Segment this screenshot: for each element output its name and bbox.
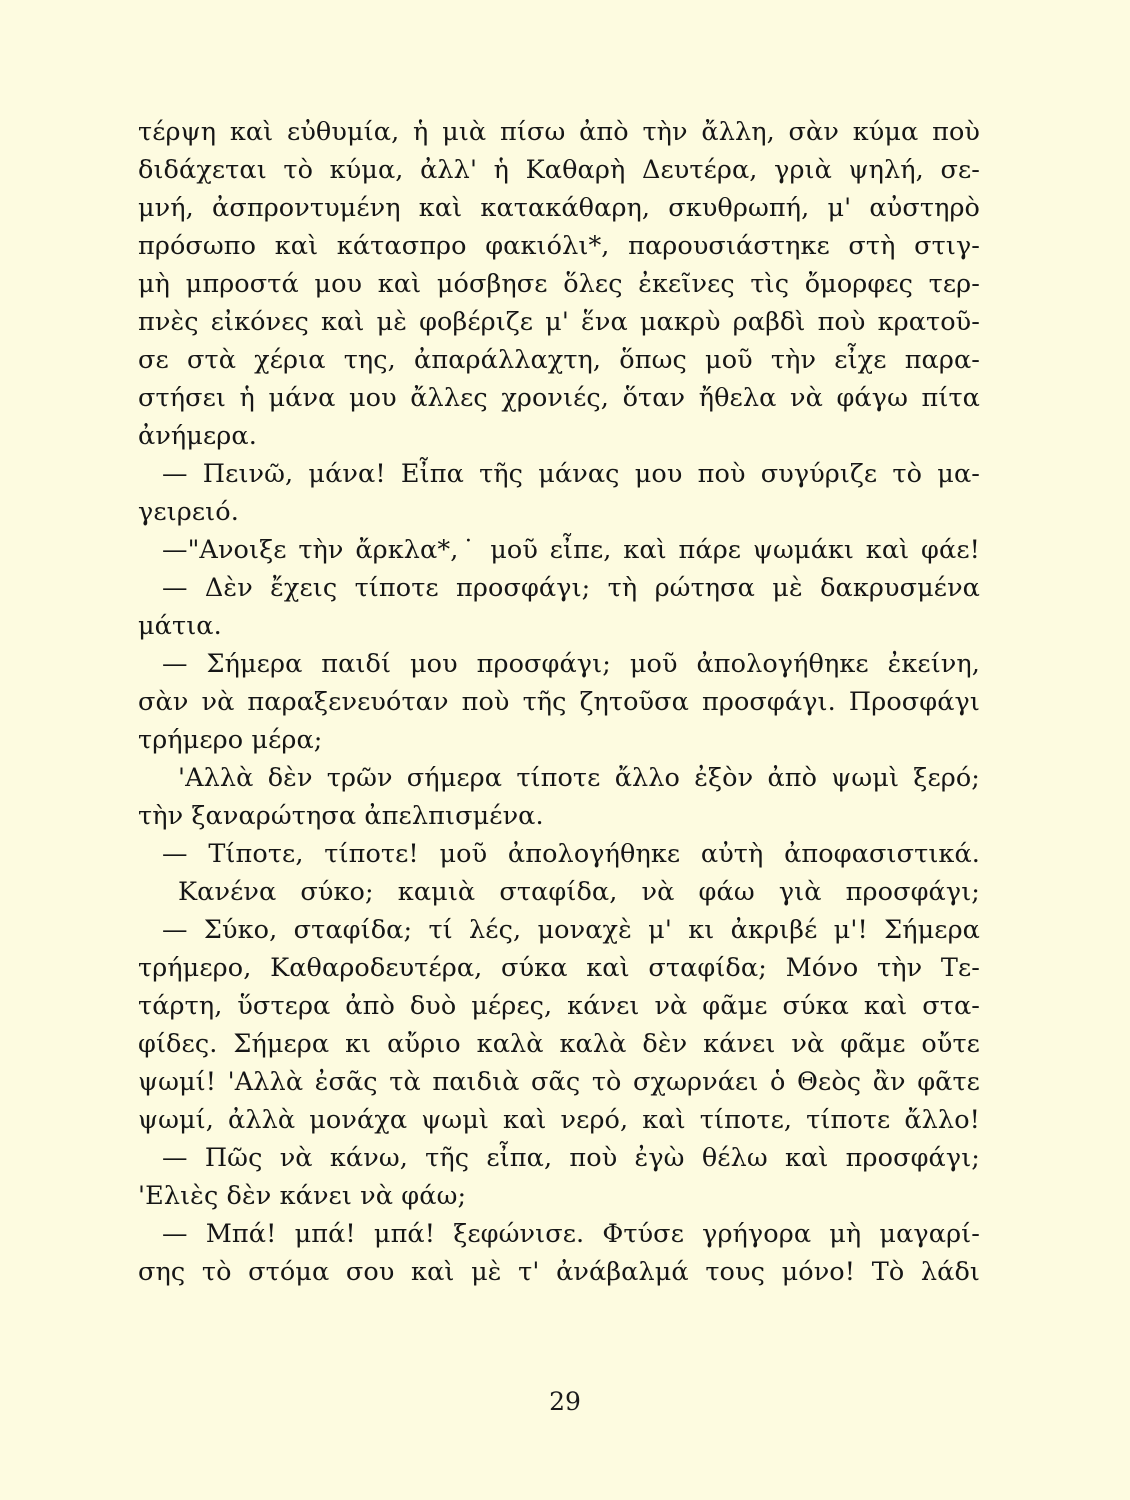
text-line: πρόσωπο καὶ κάτασπρο φακιόλι*, παρουσιάστηκε στὴ στιγ-: [138, 231, 980, 261]
text-line: 'Ελιὲς δὲν κάνει νὰ φάω;: [138, 1181, 467, 1211]
text-line: στήσει ἡ μάνα μου ἄλλες χρονιές, ὅταν ἤθελα νὰ φάγω πίτα: [138, 383, 980, 413]
text-line: γειρειό.: [138, 497, 239, 527]
text-line: φίδες. Σήμερα κι αὔριο καλὰ καλὰ δὲν κάνει νὰ φᾶμε οὔτε: [138, 1029, 980, 1059]
text-line: τὴν ξαναρώτησα ἀπελπισμένα.: [138, 801, 544, 831]
text-line: ψωμί, ἀλλὰ μονάχα ψωμὶ καὶ νερό, καὶ τίποτε, τίποτε ἄλλο!: [138, 1105, 980, 1135]
text-line: διδάχεται τὸ κύμα, ἀλλ' ἡ Καθαρὴ Δευτέρα, γριὰ ψηλή, σε-: [138, 155, 980, 185]
text-line: σης τὸ στόμα σου καὶ μὲ τ' ἀνάβαλμά τους μόνο! Τὸ λάδι: [138, 1257, 980, 1287]
text-line: τρήμερο, Καθαροδευτέρα, σύκα καὶ σταφίδα; Μόνο τὴν Τε-: [138, 953, 980, 983]
text-line: — Δὲν ἔχεις τίποτε προσφάγι; τὴ ρώτησα μὲ δακρυσμένα: [162, 573, 980, 603]
text-line: 'Αλλὰ δὲν τρῶν σήμερα τίποτε ἄλλο ἐξὸν ἀπὸ ψωμὶ ξερό;: [178, 763, 980, 793]
text-line: τάρτη, ὕστερα ἀπὸ δυὸ μέρες, κάνει νὰ φᾶμε σύκα καὶ στα-: [138, 991, 980, 1021]
text-line: τέρψη καὶ εὐθυμία, ἡ μιὰ πίσω ἀπὸ τὴν ἄλλη, σὰν κύμα ποὺ: [138, 117, 980, 147]
text-line: πνὲς εἰκόνες καὶ μὲ φοβέριζε μ' ἕνα μακρὺ ραβδὶ ποὺ κρατοῦ-: [138, 307, 980, 337]
text-line: σὰν νὰ παραξενευόταν ποὺ τῆς ζητοῦσα προσφάγι. Προσφάγι: [138, 687, 980, 717]
text-line: σε στὰ χέρια της, ἀπαράλλαχτη, ὅπως μοῦ τὴν εἶχε παρα-: [138, 345, 980, 375]
text-line: — Πῶς νὰ κάνω, τῆς εἶπα, ποὺ ἐγὼ θέλω καὶ προσφάγι;: [162, 1143, 980, 1173]
text-line: — Πεινῶ, μάνα! Εἶπα τῆς μάνας μου ποὺ συγύριζε τὸ μα-: [162, 459, 980, 489]
text-line: — Σήμερα παιδί μου προσφάγι; μοῦ ἀπολογήθηκε ἐκείνη,: [162, 649, 980, 679]
text-line: μνή, ἀσπροντυμένη καὶ κατακάθαρη, σκυθρωπή, μ' αὐστηρὸ: [138, 193, 980, 223]
text-line: —"Ανοιξε τὴν ἄρκλα*,˙ μοῦ εἶπε, καὶ πάρε ψωμάκι καὶ φάε!: [162, 535, 980, 565]
page-number: 29: [549, 1387, 581, 1416]
text-line: — Τίποτε, τίποτε! μοῦ ἀπολογήθηκε αὐτὴ ἀποφασιστικά.: [162, 839, 980, 869]
text-line: ψωμί! 'Αλλὰ ἐσᾶς τὰ παιδιὰ σᾶς τὸ σχωρνάει ὁ Θεὸς ἂν φᾶτε: [138, 1067, 980, 1097]
text-line: μάτια.: [138, 611, 222, 641]
text-line: — Σύκο, σταφίδα; τί λές, μοναχὲ μ' κι ἀκριβέ μ'! Σήμερα: [162, 915, 980, 945]
text-line: — Μπά! μπά! μπά! ξεφώνισε. Φτύσε γρήγορα μὴ μαγαρί-: [162, 1219, 980, 1249]
text-line: τρήμερο μέρα;: [138, 725, 323, 755]
text-line: Κανένα σύκο; καμιὰ σταφίδα, νὰ φάω γιὰ προσφάγι;: [178, 877, 980, 907]
text-line: μὴ μπροστά μου καὶ μόσβησε ὅλες ἐκεῖνες τὶς ὄμορφες τερ-: [138, 269, 980, 299]
text-line: ἀνήμερα.: [138, 421, 257, 451]
